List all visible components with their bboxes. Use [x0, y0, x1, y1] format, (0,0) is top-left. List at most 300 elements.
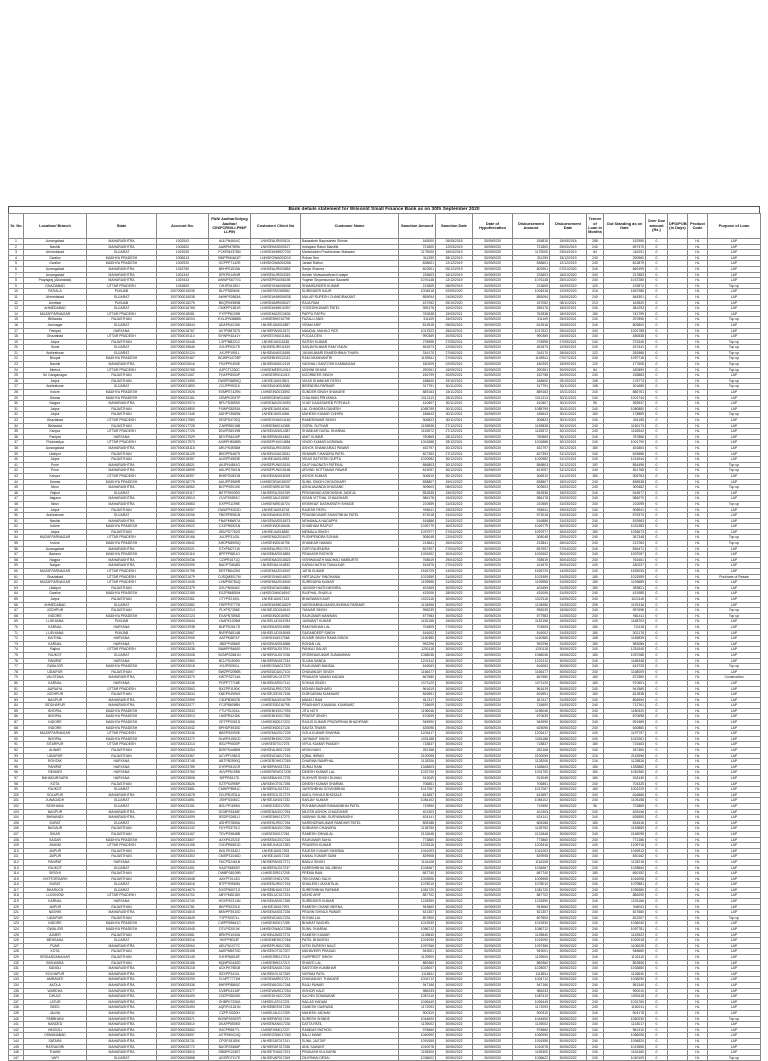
table-cell: INDORE — [24, 720, 87, 726]
table-cell: 30/12/2021 — [436, 457, 473, 463]
table-cell: JSHPS3451C — [209, 798, 251, 804]
table-cell: 30/09/2020 — [473, 261, 513, 267]
table-cell: LNHSEJHA017283 — [251, 843, 301, 849]
table-cell: LAP — [708, 580, 761, 586]
table-cell: 30/09/2020 — [473, 820, 513, 826]
table-cell: HL — [688, 362, 708, 368]
table-cell: Nashik — [24, 518, 87, 524]
table-cell: 240 — [587, 619, 604, 625]
table-cell: 64 — [9, 591, 24, 597]
table-cell: 84 — [9, 703, 24, 709]
table-cell: CEMPK2037P — [209, 395, 251, 401]
table-cell: 30/06/2022 — [550, 714, 587, 720]
table-cell: 0 — [646, 910, 668, 916]
table-cell: HARYANA — [87, 770, 157, 776]
table-cell: 1007000023563 — [157, 686, 209, 692]
table-cell: LNHSEIND016646 — [251, 524, 301, 530]
table-cell: 403459 — [399, 585, 436, 591]
table-cell: Nirun — [24, 501, 87, 507]
table-cell: 812207 — [604, 915, 646, 921]
table-cell: 30/09/2020 — [473, 994, 513, 1000]
table-cell: 104 — [9, 815, 24, 821]
table-cell: LNHSEBHI017213 — [251, 960, 301, 966]
table-cell: 1019443 — [157, 278, 209, 284]
table-cell: PANIPAT — [24, 764, 87, 770]
table-cell: HL — [688, 501, 708, 507]
table-cell: 1017067 — [513, 787, 550, 793]
table-cell: 981310 — [604, 1027, 646, 1033]
table-cell: 1080880 — [604, 406, 646, 412]
table-cell: LAP — [708, 781, 761, 787]
table-cell: HL — [688, 412, 708, 418]
table-cell: SHANTI LAL — [301, 960, 399, 966]
table-cell: 0 — [646, 513, 668, 519]
table-cell: 87 — [9, 720, 24, 726]
table-cell: LNHSESIK017261 — [251, 831, 301, 837]
loan-statement-sheet — [8, 206, 760, 1061]
table-cell: 30/09/2020 — [473, 759, 513, 765]
table-cell: LAP — [708, 585, 761, 591]
column-header: Out Standing as on Date — [604, 214, 646, 239]
table-cell: Jalgaon — [24, 496, 87, 502]
table-cell: 900310 — [513, 1010, 550, 1016]
table-cell: LAP — [708, 977, 761, 983]
table-cell: 808186 — [399, 820, 436, 826]
table-cell: 31/12/2021 — [550, 473, 587, 479]
table-cell: 516002 — [399, 630, 436, 636]
table-cell: 1060990 — [399, 1033, 436, 1039]
table-cell: AQRPG1181N — [209, 1005, 251, 1011]
table-cell: 180 — [587, 641, 604, 647]
table-cell: 30/09/2020 — [473, 563, 513, 569]
table-cell: 30/06/2022 — [436, 871, 473, 877]
table-cell: 240 — [587, 373, 604, 379]
table-cell: 1143922 — [604, 932, 646, 938]
table-cell: BWZPR2096B — [209, 669, 251, 675]
table-cell: 30/09/2020 — [473, 675, 513, 681]
table-cell: 30/12/2021 — [550, 423, 587, 429]
table-cell: VIRAM ARIF — [301, 322, 399, 328]
table-cell: 30/05/2022 — [436, 585, 473, 591]
table-cell: 52 — [9, 524, 24, 530]
table-cell: JODHPUR — [24, 608, 87, 614]
table-cell: LAP — [708, 507, 761, 513]
table-cell: UTTAR PRADESH — [87, 535, 157, 541]
table-cell: 23/04/2019 — [550, 250, 587, 256]
table-cell: 30/09/2020 — [473, 445, 513, 451]
table-cell: 30/06/2022 — [550, 1050, 587, 1056]
table-cell: VAPI — [24, 1055, 87, 1061]
table-cell: 1007000021595 — [157, 378, 209, 384]
table-cell: KISAN VITTHAL CHAUDHARI — [301, 496, 399, 502]
table-cell: 193872 — [604, 283, 646, 289]
table-cell: 30/09/2020 — [473, 658, 513, 664]
table-cell: 60 — [9, 569, 24, 575]
table-cell: HL — [688, 982, 708, 988]
table-cell: 30/06/2022 — [436, 815, 473, 821]
table-cell: 38 — [9, 445, 24, 451]
table-cell: 30/06/2022 — [550, 999, 587, 1005]
table-cell: 30/09/2020 — [473, 999, 513, 1005]
table-cell: OSMANABAD — [24, 1033, 87, 1039]
table-cell: 120 — [587, 362, 604, 368]
table-cell: DHJPS4150J — [209, 283, 251, 289]
table-cell: 1193689 — [604, 580, 646, 586]
table-cell: 0 — [646, 904, 668, 910]
table-cell: 30/06/2022 — [550, 731, 587, 737]
table-cell: DATTA PATIL — [301, 1022, 399, 1028]
table-cell: 1031383 — [604, 524, 646, 530]
table-cell: 8 — [9, 278, 24, 284]
table-cell: SANJAYKUMAR RAM YADAV — [301, 345, 399, 351]
table-cell: 30/05/2022 — [436, 641, 473, 647]
table-cell: 1251118 — [513, 647, 550, 653]
table-cell: 30/09/2020 — [473, 982, 513, 988]
table-cell: 1007000017973 — [157, 440, 209, 446]
table-cell: 19/10/2021 — [436, 378, 473, 384]
table-cell: Top up — [708, 541, 761, 547]
table-cell: UDAIPUR — [24, 669, 87, 675]
table-cell: 886290 — [604, 893, 646, 899]
table-cell: LNHSEAHM006938 — [251, 294, 301, 300]
table-cell: HL — [688, 720, 708, 726]
table-cell: HL — [688, 792, 708, 798]
table-cell: LAP — [708, 250, 761, 256]
table-cell: 762838 — [513, 311, 550, 317]
table-cell: HL — [688, 311, 708, 317]
table-cell: 25/03/2021 — [550, 317, 587, 323]
table-cell: HL — [688, 859, 708, 865]
table-cell: 1041003 — [513, 848, 550, 854]
table-cell: 30/09/2020 — [473, 1022, 513, 1028]
table-cell: LAP — [708, 244, 761, 250]
table-cell: RAJASTHAN — [87, 876, 157, 882]
table-cell: 1007000024204 — [157, 848, 209, 854]
table-cell: 30/09/2020 — [473, 736, 513, 742]
table-cell: LNHSEJAI017263 — [251, 848, 301, 854]
table-cell: 602901 — [399, 266, 436, 272]
table-cell: LNHSEAHM010397 — [251, 306, 301, 312]
table-cell: 54 — [9, 535, 24, 541]
table-cell: 112 — [9, 859, 24, 865]
table-cell: HARYANA — [87, 434, 157, 440]
table-cell: 521307 — [399, 910, 436, 916]
table-cell: LNHSEPAN017271 — [251, 859, 301, 865]
table-cell: LAP — [708, 451, 761, 457]
table-cell: 1007000023760 — [157, 770, 209, 776]
table-cell: 30/09/2020 — [473, 334, 513, 340]
table-cell: BPFPP8811G — [209, 552, 251, 558]
column-header: DPD/POB (in Days) — [668, 214, 688, 239]
table-cell: 948680 — [604, 949, 646, 955]
table-cell: LAP — [708, 311, 761, 317]
table-cell: 240 — [587, 334, 604, 340]
table-cell: 20/03/2022 — [550, 496, 587, 502]
table-cell: GUJARAT — [87, 882, 157, 888]
table-cell: LNHSEAMR017211 — [251, 977, 301, 983]
table-cell: 30/09/2020 — [473, 899, 513, 905]
table-cell: 1193956 — [513, 580, 550, 586]
table-cell: 18/03/2021 — [550, 311, 587, 317]
table-cell: BYWPK6141Y — [209, 334, 251, 340]
table-cell: LAP — [708, 871, 761, 877]
table-cell: 1007000025260 — [157, 971, 209, 977]
table-cell: BMPPM4641P — [209, 255, 251, 261]
table-cell: RAJASTHAN — [87, 339, 157, 345]
table-cell: 575373 — [604, 513, 646, 519]
table-cell: 889163 — [399, 390, 436, 396]
table-cell: LAP — [708, 1005, 761, 1011]
table-cell: 669199 — [604, 266, 646, 272]
table-cell: 627393 — [399, 451, 436, 457]
table-cell: SUNIL JAGTAP — [301, 1038, 399, 1044]
table-cell: 34 — [9, 423, 24, 429]
table-cell: DHARMA RAMPHAL — [301, 759, 399, 765]
table-cell: RAJASTHAN — [87, 423, 157, 429]
table-cell: 768519 — [513, 557, 550, 563]
table-cell: 30/06/2022 — [550, 966, 587, 972]
table-cell: 1066006 — [604, 1033, 646, 1039]
table-cell: 30/09/2020 — [473, 1033, 513, 1039]
table-cell: 0 — [646, 714, 668, 720]
table-cell: CWPPB5641C — [209, 921, 251, 927]
table-cell: HL — [688, 552, 708, 558]
table-cell: 147 — [9, 1055, 24, 1061]
table-cell: 718837 — [513, 742, 550, 748]
table-cell: 30/09/2020 — [473, 479, 513, 485]
table-cell: 30/09/2020 — [473, 518, 513, 524]
table-cell: HL — [688, 641, 708, 647]
table-cell: 129 — [9, 955, 24, 961]
table-cell: 0 — [646, 569, 668, 575]
table-cell: 1353882 — [604, 764, 646, 770]
table-cell: GUJARAT — [87, 306, 157, 312]
table-cell: DRJPS4732Q — [209, 418, 251, 424]
table-cell: SACHIN SONAWANE — [301, 994, 399, 1000]
table-cell: 30/09/2020 — [473, 350, 513, 356]
table-cell: 120 — [587, 283, 604, 289]
table-cell: 1007000023904 — [157, 820, 209, 826]
table-cell: 30/06/2022 — [436, 831, 473, 837]
table-cell: KISHOR KALE — [301, 988, 399, 994]
table-cell: CHITTORGARH — [24, 876, 87, 882]
table-cell: 240 — [587, 1027, 604, 1033]
table-cell: HL — [688, 781, 708, 787]
table-cell: 91 — [9, 742, 24, 748]
column-header: Account No. — [157, 214, 209, 239]
table-cell: 0 — [646, 848, 668, 854]
table-cell: 30/06/2022 — [436, 647, 473, 653]
table-cell: LNHSEJAI017291 — [251, 904, 301, 910]
table-cell: 27/12/2021 — [436, 423, 473, 429]
table-cell: 813097 — [513, 468, 550, 474]
table-cell: 30/09/2020 — [473, 1055, 513, 1061]
table-cell: 2148095 — [604, 831, 646, 837]
table-cell: LAP — [708, 445, 761, 451]
table-cell: 1007000018357 — [157, 457, 209, 463]
table-cell: 30/06/2022 — [550, 680, 587, 686]
table-cell: 986233 — [399, 988, 436, 994]
table-cell: INDORE — [24, 921, 87, 927]
table-cell: 1031760 — [604, 999, 646, 1005]
table-cell: 240 — [587, 1010, 604, 1016]
table-cell: 30/09/2020 — [473, 384, 513, 390]
table-cell: VIKRAM PATIL — [301, 971, 399, 977]
table-cell: 31/05/2022 — [550, 630, 587, 636]
table-cell: MAHARASHTRA — [87, 546, 157, 552]
table-cell: 136 — [9, 994, 24, 1000]
table-cell: LAP — [708, 395, 761, 401]
table-cell: 30/04/2022 — [550, 563, 587, 569]
table-cell: 0 — [646, 720, 668, 726]
table-cell: HL — [688, 1016, 708, 1022]
table-cell: Aurangabad — [24, 239, 87, 245]
table-cell: 30/12/2021 — [550, 445, 587, 451]
table-cell: 105 — [9, 820, 24, 826]
table-cell: LNHSEPAR017240 — [251, 1016, 301, 1022]
table-cell: 981411 — [604, 613, 646, 619]
table-cell: 1041003 — [399, 848, 436, 854]
table-cell: KOTA — [24, 781, 87, 787]
table-cell: 27/06/2021 — [436, 356, 473, 362]
table-cell: HL — [688, 608, 708, 614]
table-cell: 670639 — [513, 714, 550, 720]
table-cell: 30/06/2022 — [550, 692, 587, 698]
table-cell: 31/12/2021 — [550, 457, 587, 463]
table-cell: 1007000024167 — [157, 831, 209, 837]
table-cell: LNHSEJAI017143 — [251, 597, 301, 603]
table-cell: 1007000023213 — [157, 742, 209, 748]
table-cell: 1168703 — [604, 619, 646, 625]
table-cell: HL — [688, 317, 708, 323]
table-cell: 30/09/2020 — [473, 345, 513, 351]
table-cell: 0 — [646, 703, 668, 709]
table-cell: LAP — [708, 725, 761, 731]
table-cell: 1097366 — [513, 943, 550, 949]
table-cell: 108 — [9, 837, 24, 843]
table-cell: 30/06/2022 — [436, 826, 473, 832]
table-cell: 240 — [587, 557, 604, 563]
table-cell: 0 — [646, 552, 668, 558]
table-cell: 33 — [9, 418, 24, 424]
table-cell: LNHSEMUZ017226 — [251, 731, 301, 737]
table-cell: LAP — [708, 692, 761, 698]
table-cell: HL — [688, 809, 708, 815]
table-cell: LAP — [708, 496, 761, 502]
table-cell: 0 — [646, 781, 668, 787]
table-cell: LNHSEGHA014160 — [251, 418, 301, 424]
table-cell: Jamnagar — [24, 322, 87, 328]
table-cell: BKQPK5989B — [209, 300, 251, 306]
table-cell: AAKPM5570D — [209, 949, 251, 955]
table-cell: 1097781 — [604, 927, 646, 933]
table-cell: Yogesh Shyamsundar Sawanth — [301, 278, 399, 284]
table-cell: HL — [688, 988, 708, 994]
table-cell: 0 — [646, 429, 668, 435]
table-cell: Gwalior — [24, 261, 87, 267]
table-cell: LNHSERAJ017038 — [251, 652, 301, 658]
table-cell: 180237 — [604, 563, 646, 569]
table-cell: 30/06/2022 — [436, 837, 473, 843]
table-cell: LAP — [708, 272, 761, 278]
table-cell: 943001 — [513, 949, 550, 955]
table-cell: HL — [688, 652, 708, 658]
table-cell: RAJASTHAN — [87, 457, 157, 463]
table-cell: HL — [688, 261, 708, 267]
table-cell: PUNJAB — [87, 289, 157, 295]
table-cell: 30/09/2020 — [473, 966, 513, 972]
table-cell: LNHSENAN017230 — [251, 1022, 301, 1028]
table-cell: LNHSEJAI016718 — [251, 507, 301, 513]
table-cell: LNHSEJAI014066 — [251, 412, 301, 418]
table-cell: LNHSEGWA017288 — [251, 927, 301, 933]
table-cell: 992296 — [513, 641, 550, 647]
table-cell: HL — [688, 513, 708, 519]
table-cell: 89 — [9, 731, 24, 737]
table-cell: LNHSERAJ017231 — [251, 787, 301, 793]
table-cell: 908411 — [513, 507, 550, 513]
table-cell: RAJASTHAN — [87, 378, 157, 384]
table-cell: 1021559 — [604, 574, 646, 580]
table-cell: 516886 — [399, 518, 436, 524]
table-cell: 31 — [9, 406, 24, 412]
table-cell: LAP — [708, 764, 761, 770]
table-cell: 0 — [646, 440, 668, 446]
table-cell: 410607 — [399, 401, 436, 407]
table-cell: HL — [688, 345, 708, 351]
table-cell: 30/06/2022 — [550, 876, 587, 882]
table-cell: 0 — [646, 994, 668, 1000]
table-cell: RAJASTHAN — [87, 373, 157, 379]
table-cell: 28/12/2021 — [436, 440, 473, 446]
table-cell: 31/05/2022 — [550, 703, 587, 709]
table-cell: 0 — [646, 803, 668, 809]
table-cell: MADHYA PRADESH — [87, 714, 157, 720]
table-cell: HL — [688, 440, 708, 446]
table-cell: 15/06/2022 — [436, 619, 473, 625]
table-cell: 527660 — [604, 910, 646, 916]
table-cell: 1007000022379 — [157, 585, 209, 591]
table-cell: BPHDP3930D — [209, 725, 251, 731]
table-cell: HL — [688, 1050, 708, 1056]
table-cell: Top up — [708, 317, 761, 323]
table-cell: 30/06/2022 — [436, 658, 473, 664]
table-cell: 27/12/2021 — [436, 429, 473, 435]
table-cell: LAP — [708, 1027, 761, 1033]
table-cell: LAP — [708, 854, 761, 860]
table-cell: 1007000025108 — [157, 949, 209, 955]
table-cell: 787866 — [604, 434, 646, 440]
table-cell: 180 — [587, 445, 604, 451]
table-cell: 826591 — [399, 692, 436, 698]
table-cell: LNHSEKAR016950 — [251, 624, 301, 630]
table-cell: 1007000023304 — [157, 809, 209, 815]
table-cell: LAP — [708, 999, 761, 1005]
table-cell: WARDHA — [24, 988, 87, 994]
table-cell: 1153869 — [604, 826, 646, 832]
table-cell: HL — [688, 434, 708, 440]
table-cell: 30/06/2022 — [436, 714, 473, 720]
table-cell: 30/09/2020 — [473, 770, 513, 776]
table-cell: 838807 — [513, 479, 550, 485]
table-cell: 30/09/2020 — [473, 971, 513, 977]
table-cell: 0 — [646, 350, 668, 356]
table-cell: 93 — [9, 753, 24, 759]
table-cell: RAJASTHAN — [87, 608, 157, 614]
table-cell: 2100095 — [513, 753, 550, 759]
table-cell: 0 — [646, 574, 668, 580]
table-cell: 213841 — [399, 541, 436, 547]
